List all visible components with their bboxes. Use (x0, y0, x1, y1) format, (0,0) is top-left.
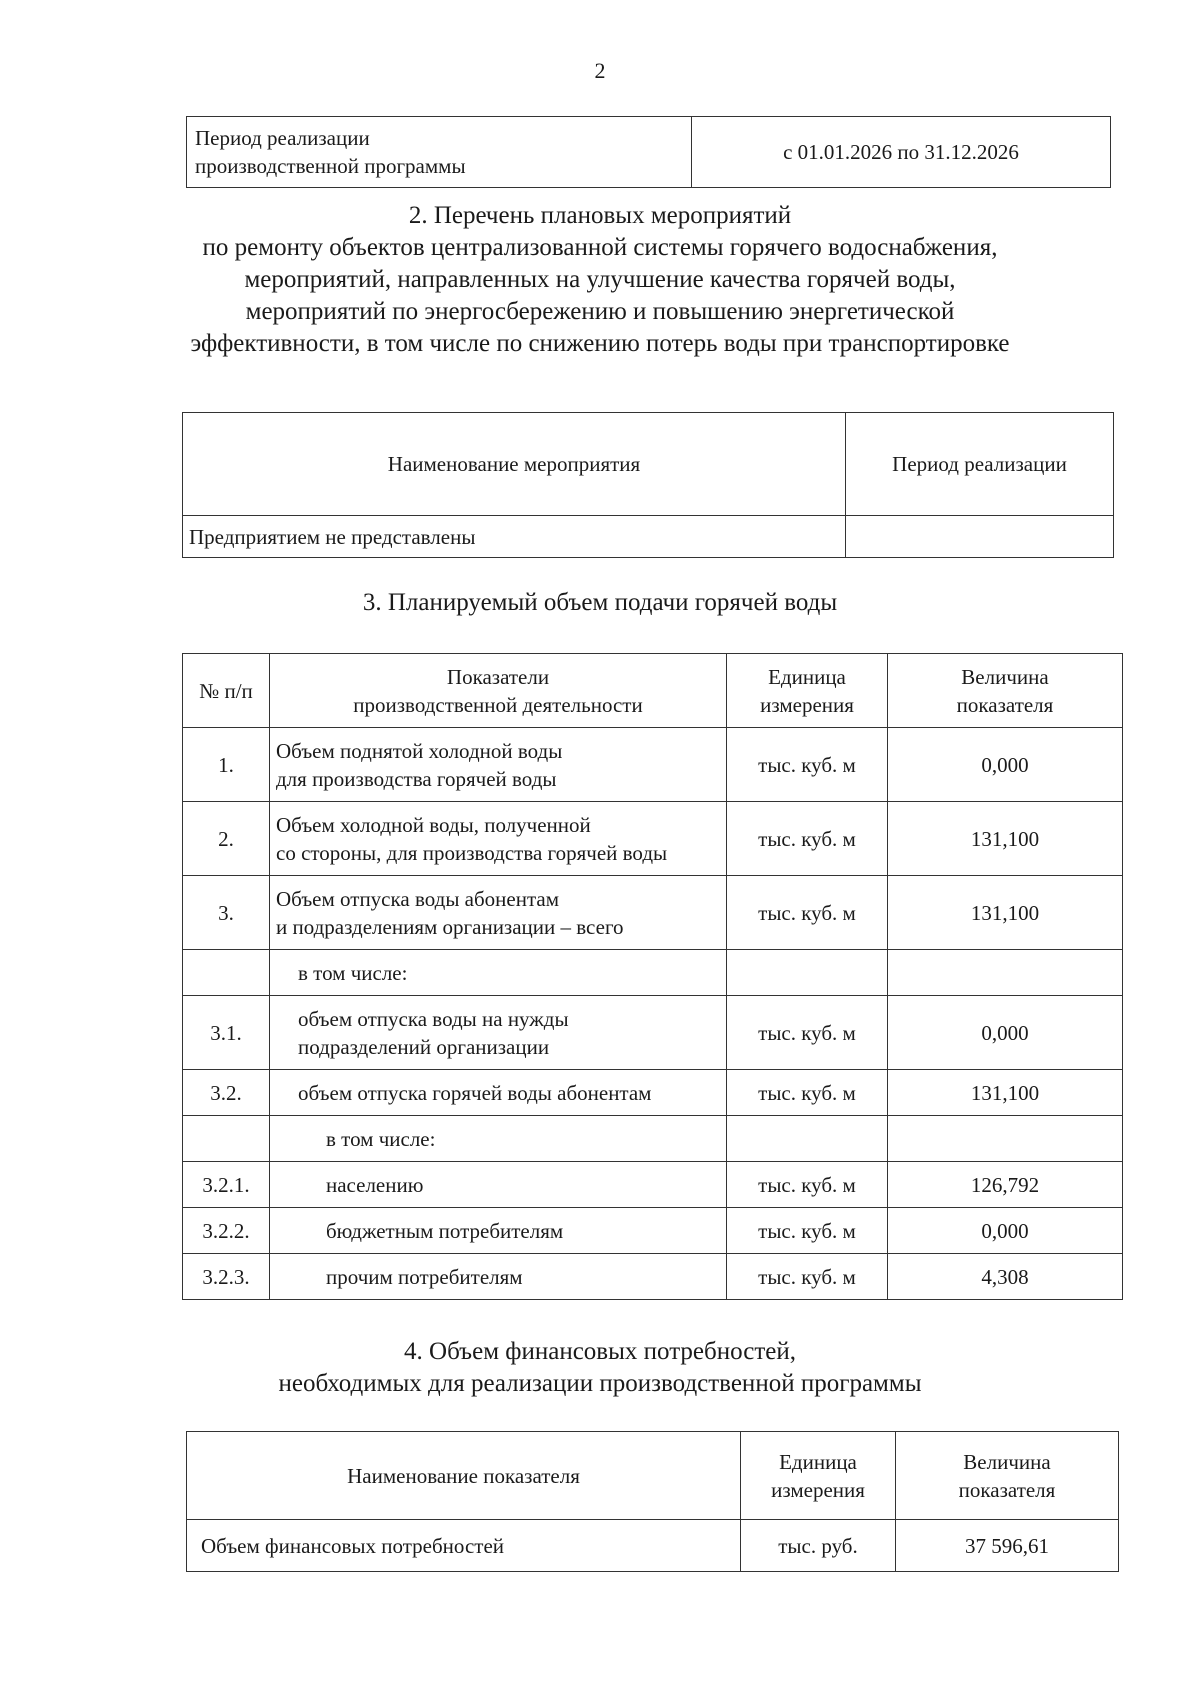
water-volume-table (182, 653, 1123, 1300)
header-indicator-line2: производственной деятельности (353, 692, 643, 717)
table-row (183, 1208, 1123, 1254)
table-row (183, 1162, 1123, 1208)
row-indicator: объем отпуска воды на нужды подразделений организации (270, 996, 727, 1070)
header-name: Наименование показателя (187, 1432, 741, 1520)
table-row (183, 950, 1123, 996)
row-value (888, 1116, 1123, 1162)
header-period: Период реализации (846, 413, 1114, 516)
section2-title (0, 200, 1200, 360)
row-unit (727, 950, 888, 996)
row-unit: тыс. куб. м (727, 802, 888, 876)
row-value: 131,100 (888, 876, 1123, 950)
period-value: с 01.01.2026 по 31.12.2026 (692, 117, 1111, 188)
table-row (183, 876, 1123, 950)
section2-title-line: мероприятий, направленных на улучшение качества горячей воды, (244, 266, 956, 293)
row-num: 3.2. (183, 1070, 270, 1116)
section3-title: 3. Планируемый объем подачи горячей воды (362, 589, 838, 616)
measure-period-cell (846, 516, 1114, 558)
row-unit: тыс. куб. м (727, 1162, 888, 1208)
row-value (888, 950, 1123, 996)
row-value: 4,308 (888, 1254, 1123, 1300)
period-label-line2: производственной программы (195, 154, 466, 178)
row-indicator: в том числе: (270, 1116, 727, 1162)
row-value: 0,000 (888, 996, 1123, 1070)
row-unit: тыс. куб. м (727, 1070, 888, 1116)
page-number: 2 (594, 58, 606, 83)
row-num (183, 1116, 270, 1162)
measure-name-cell: Предприятием не представлены (183, 516, 846, 558)
header-unit-line1: Единица (779, 1449, 857, 1474)
section2-title-line: по ремонту объектов централизованной системы горячего водоснабжения, (202, 234, 998, 261)
row-num: 3.1. (183, 996, 270, 1070)
header-num: № п/п (183, 654, 270, 728)
period-label (187, 117, 692, 188)
header-value-line2: показателя (956, 692, 1054, 717)
period-label-line1: Период реализации (195, 126, 370, 150)
header-unit (727, 654, 888, 728)
section2-title-line: эффективности, в том числе по снижению потерь воды при транспортировке (190, 330, 1010, 357)
row-unit (727, 1116, 888, 1162)
header-value (896, 1432, 1119, 1520)
header-value-line1: Величина (963, 1449, 1051, 1474)
row-value: 131,100 (888, 1070, 1123, 1116)
row-unit: тыс. куб. м (727, 876, 888, 950)
row-num: 3. (183, 876, 270, 950)
row-indicator: Объем отпуска воды абонентам и подразделениям организации – всего (270, 876, 727, 950)
section2-title-line: мероприятий по энергосбережению и повышению энергетической (245, 298, 955, 325)
row-indicator: прочим потребителям (270, 1254, 727, 1300)
finance-name-cell: Объем финансовых потребностей (187, 1520, 741, 1572)
row-num: 3.2.3. (183, 1254, 270, 1300)
table-row (183, 802, 1123, 876)
table-row (183, 1116, 1123, 1162)
table-row (187, 1520, 1119, 1572)
header-value (888, 654, 1123, 728)
header-unit-line1: Единица (768, 664, 846, 689)
table-row (183, 996, 1123, 1070)
header-indicator (270, 654, 727, 728)
row-num (183, 950, 270, 996)
row-value: 126,792 (888, 1162, 1123, 1208)
row-indicator: Объем поднятой холодной воды для производства горячей воды (270, 728, 727, 802)
finance-unit-cell: тыс. руб. (741, 1520, 896, 1572)
row-indicator: бюджетным потребителям (270, 1208, 727, 1254)
measures-table (182, 412, 1114, 558)
row-num: 2. (183, 802, 270, 876)
header-unit-line2: измерения (771, 1477, 865, 1502)
row-unit: тыс. куб. м (727, 728, 888, 802)
row-unit: тыс. куб. м (727, 996, 888, 1070)
row-value: 131,100 (888, 802, 1123, 876)
header-unit (741, 1432, 896, 1520)
section4-title (0, 1336, 1200, 1400)
row-indicator: объем отпуска горячей воды абонентам (270, 1070, 727, 1116)
row-unit: тыс. куб. м (727, 1254, 888, 1300)
row-num: 3.2.1. (183, 1162, 270, 1208)
table-row (183, 1254, 1123, 1300)
row-num: 3.2.2. (183, 1208, 270, 1254)
row-num: 1. (183, 728, 270, 802)
header-value-line1: Величина (961, 664, 1049, 689)
row-unit: тыс. куб. м (727, 1208, 888, 1254)
row-indicator: в том числе: (270, 950, 727, 996)
header-value-line2: показателя (958, 1477, 1056, 1502)
header-measure-name: Наименование мероприятия (183, 413, 846, 516)
header-indicator-line1: Показатели (446, 664, 550, 689)
table-row (183, 728, 1123, 802)
row-value: 0,000 (888, 1208, 1123, 1254)
header-unit-line2: измерения (760, 692, 854, 717)
period-table (186, 116, 1111, 188)
finance-table (186, 1431, 1119, 1572)
finance-value-cell: 37 596,61 (896, 1520, 1119, 1572)
row-indicator: населению (270, 1162, 727, 1208)
row-indicator: Объем холодной воды, полученной со стороны, для производства горячей воды (270, 802, 727, 876)
row-value: 0,000 (888, 728, 1123, 802)
section4-title-line2: необходимых для реализации производственной программы (278, 1370, 922, 1397)
section4-title-line1: 4. Объем финансовых потребностей, (404, 1338, 796, 1365)
table-row (183, 1070, 1123, 1116)
section2-title-line: 2. Перечень плановых мероприятий (408, 202, 792, 229)
